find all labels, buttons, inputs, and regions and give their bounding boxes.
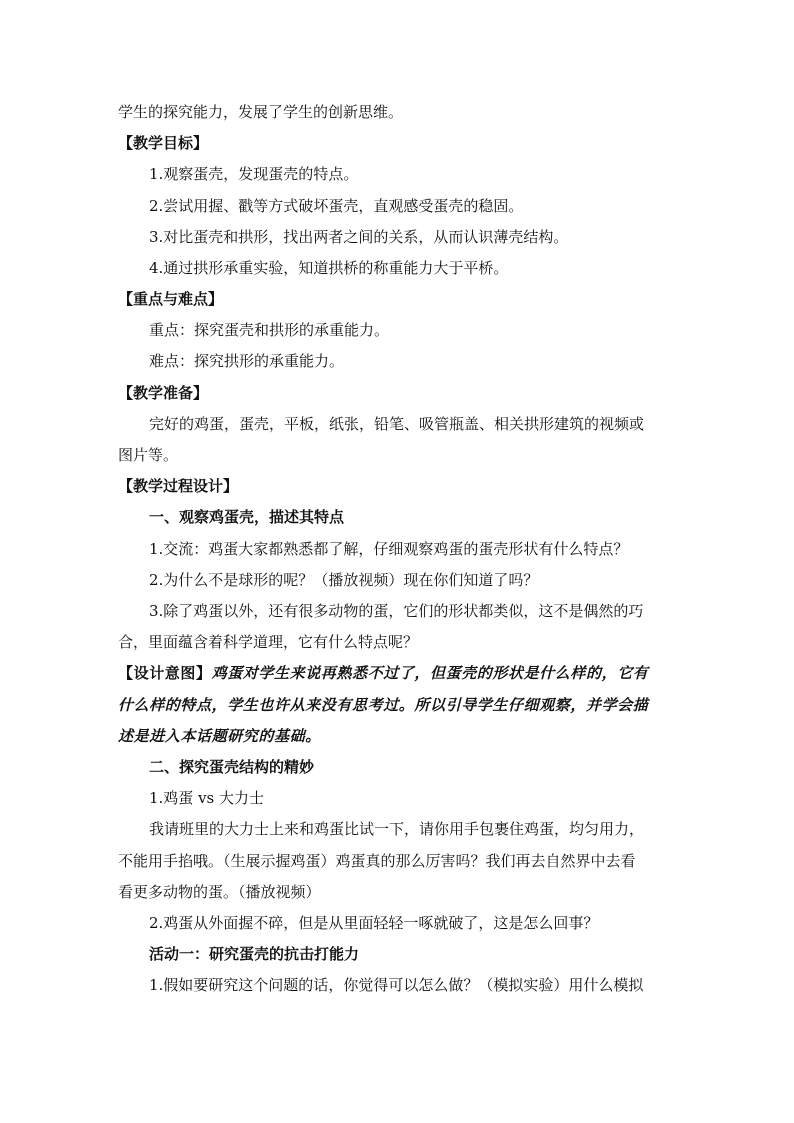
list-item: 3.除了鸡蛋以外，还有很多动物的蛋，它们的形状都类似，这不是偶然的巧 bbox=[149, 602, 644, 620]
subsection-heading: 二、探究蛋壳结构的精妙 bbox=[149, 758, 315, 776]
list-item: 2.鸡蛋从外面握不碎，但是从里面轻轻一啄就破了，这是怎么回事？ bbox=[149, 914, 599, 932]
list-item: 2.尝试用握、戳等方式破坏蛋壳，直观感受蛋壳的稳固。 bbox=[149, 197, 524, 215]
list-item: 2.为什么不是球形的呢？（播放视频）现在你们知道了吗？ bbox=[149, 571, 539, 589]
paragraph-line: 我请班里的大力士上来和鸡蛋比试一下，请你用手包裹住鸡蛋，均匀用力， bbox=[149, 820, 645, 838]
design-intent-line: 什么样的特点，学生也许从来没有思考过。所以引导学生仔细观察，并学会描 bbox=[118, 696, 649, 714]
design-intent-line: 述是进入本话题研究的基础。 bbox=[118, 727, 321, 745]
section-heading-process: 【教学过程设计】 bbox=[118, 477, 239, 495]
section-heading-teaching-goals: 【教学目标】 bbox=[118, 134, 209, 152]
list-item: 1.观察蛋壳，发现蛋壳的特点。 bbox=[149, 165, 359, 183]
section-heading-preparation: 【教学准备】 bbox=[118, 384, 209, 402]
paragraph-line: 重点：探究蛋壳和拱形的承重能力。 bbox=[149, 321, 390, 339]
section-heading-key-points: 【重点与难点】 bbox=[118, 290, 224, 308]
design-intent-text: 鸡蛋对学生来说再熟悉不过了，但蛋壳的形状是什么样的，它有 bbox=[211, 664, 649, 682]
list-item: 1.交流：鸡蛋大家都熟悉都了解，仔细观察鸡蛋的蛋壳形状有什么特点？ bbox=[149, 540, 629, 558]
list-item: 1.假如要研究这个问题的话，你觉得可以怎么做？（模拟实验）用什么模拟 bbox=[149, 976, 644, 994]
paragraph-line: 图片等。 bbox=[118, 446, 179, 464]
subsection-heading: 一、观察鸡蛋壳，描述其特点 bbox=[149, 508, 345, 526]
list-item: 3.对比蛋壳和拱形，找出两者之间的关系，从而认识薄壳结构。 bbox=[149, 228, 569, 246]
paragraph-line: 学生的探究能力，发展了学生的创新思维。 bbox=[118, 103, 404, 121]
list-item: 1.鸡蛋 vs 大力士 bbox=[149, 789, 265, 807]
paragraph-line: 不能用手掐哦。（生展示握鸡蛋）鸡蛋真的那么厉害吗？我们再去自然界中去看 bbox=[118, 852, 636, 870]
activity-heading: 活动一：研究蛋壳的抗击打能力 bbox=[149, 945, 360, 963]
list-item: 4.通过拱形承重实验，知道拱桥的称重能力大于平桥。 bbox=[149, 259, 509, 277]
paragraph-line: 看更多动物的蛋。（播放视频） bbox=[118, 883, 321, 901]
design-intent-line bbox=[118, 663, 680, 683]
paragraph-line: 合，里面蕴含着科学道理，它有什么特点呢？ bbox=[118, 633, 419, 651]
design-intent-label: 【设计意图】 bbox=[118, 664, 212, 682]
paragraph-line: 完好的鸡蛋，蛋壳，平板，纸张，铅笔、吸管瓶盖、相关拱形建筑的视频或 bbox=[149, 415, 645, 433]
paragraph-line: 难点：探究拱形的承重能力。 bbox=[149, 352, 345, 370]
